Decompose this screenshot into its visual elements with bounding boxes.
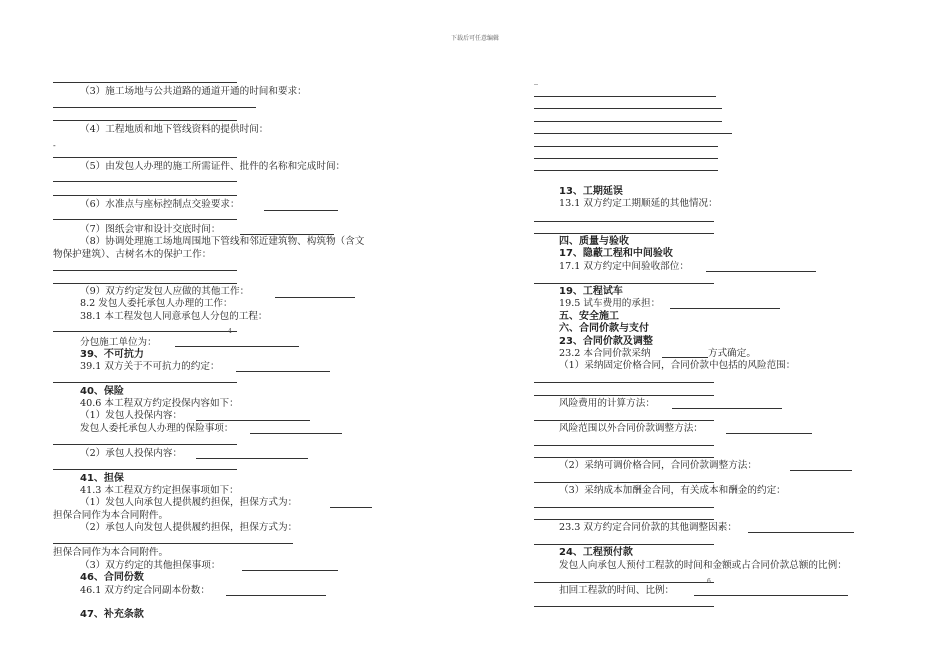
blank-line (534, 233, 714, 234)
blank-line (53, 107, 256, 108)
blank-line (534, 457, 714, 458)
blank-line (330, 507, 372, 508)
blank-line (534, 283, 714, 284)
blank-line (534, 108, 722, 109)
blank-line (53, 543, 293, 544)
text-line: （4）工程地质和地下管线资料的提供时间： (80, 124, 269, 135)
text-line: 46.1 双方约定合同副本份数： (80, 585, 210, 596)
dash-mark: _ (534, 76, 538, 85)
text-line: （1）发包人向承包人提供履约担保，担保方式为： (80, 497, 298, 508)
blank-line (534, 445, 714, 446)
blank-line (534, 170, 718, 171)
blank-line (53, 469, 237, 470)
blank-line (196, 420, 310, 421)
section-heading: 六、合同价款与支付 (559, 323, 649, 334)
blank-line (53, 444, 237, 445)
blank-line (53, 157, 237, 158)
text-line: 39.1 双方关于不可抗力的约定： (80, 361, 220, 372)
blank-line (694, 595, 848, 596)
text-line: 发包人向承包人预付工程款的时间和金额或占合同价款总额的比例： (559, 560, 847, 571)
text-line: （8）协调处理施工场地周围地下管线和邻近建筑物、构筑物（含文 (80, 236, 365, 247)
blank-line (534, 606, 714, 607)
section-heading: 17、隐蔽工程和中间验收 (559, 248, 673, 259)
text-line: （3）双方约定的其他担保事项： (80, 560, 221, 571)
blank-line (534, 582, 714, 583)
blank-line (534, 482, 714, 483)
text-line: 分包施工单位为： (80, 337, 157, 348)
section-heading: 五、安全施工 (559, 311, 619, 322)
text-line: 40.6 本工程双方约定投保内容如下： (80, 398, 239, 409)
page-header: 下载后可任意编辑 (450, 35, 499, 42)
blank-line (726, 433, 812, 434)
blank-line (534, 221, 714, 222)
blank-line (670, 308, 780, 309)
blank-line (748, 532, 854, 533)
text-line: 发包人委托承包人办理的保险事项： (80, 423, 234, 434)
text-line: （2）承包人投保内容： (80, 448, 183, 459)
blank-line (196, 458, 308, 459)
blank-line (53, 270, 237, 271)
blank-line (226, 595, 326, 596)
text-line: （2）承包人向发包人提供履约担保，担保方式为： (80, 522, 298, 533)
blank-line (236, 371, 330, 372)
blank-line (53, 120, 237, 121)
text-line: 23.3 双方约定合同价款的其他调整因素： (559, 522, 737, 533)
text-line: （1）采纳固定价格合同，合同价款中包括的风险范围： (559, 360, 796, 371)
dash-mark: - (53, 141, 56, 150)
blank-line (53, 331, 237, 332)
blank-line (534, 519, 714, 520)
section-heading: 24、工程预付款 (559, 547, 633, 558)
blank-line (706, 271, 816, 272)
text-line: （6）水准点与座标控制点交验要求： (80, 199, 240, 210)
text-line: 担保合同作为本合同附件。 (53, 510, 169, 521)
text-line: 38.1 本工程发包人同意承包人分包的工程： (80, 311, 268, 322)
text-line: 19.5 试车费用的承担： (559, 298, 661, 309)
blank-line (275, 297, 355, 298)
blank-line (662, 357, 708, 358)
text-line: （5）由发包人办理的施工所需证件、批件的名称和完成时间： (80, 161, 346, 172)
blank-line (534, 146, 718, 147)
section-heading: 四、质量与验收 (559, 236, 629, 247)
page-number: 6 (707, 578, 711, 585)
blank-line (534, 395, 714, 396)
text-line: 扣回工程款的时间、比例： (559, 585, 675, 596)
blank-line (534, 420, 714, 421)
blank-line (175, 346, 299, 347)
text-line: 物保护建筑）、古树名木的保护工作： (53, 249, 212, 260)
text-line: 13.1 双方约定工期顺延的其他情况： (559, 198, 718, 209)
section-heading: 39、不可抗力 (80, 349, 144, 360)
blank-line (534, 544, 714, 545)
text-line: 担保合同作为本合同附件。 (53, 547, 169, 558)
blank-line (534, 507, 714, 508)
blank-line (250, 433, 342, 434)
text-line: （1）发包人投保内容： (80, 410, 183, 421)
section-heading: 19、工程试车 (559, 286, 623, 297)
blank-line (53, 195, 237, 196)
section-heading: 13、工期延误 (559, 186, 623, 197)
section-heading: 47、补充条款 (80, 609, 144, 620)
text-line: 方式确定。 (708, 348, 756, 359)
blank-line (534, 121, 722, 122)
blank-line (534, 158, 718, 159)
text-line: （7）图纸会审和设计交底时间： (80, 224, 221, 235)
blank-line (790, 470, 852, 471)
blank-line (534, 96, 716, 97)
section-heading: 40、保险 (80, 386, 124, 397)
blank-line (264, 210, 338, 211)
section-heading: 41、担保 (80, 473, 124, 484)
text-line: 17.1 双方约定中间验收部位： (559, 261, 689, 272)
blank-line (672, 408, 782, 409)
blank-line (53, 181, 237, 182)
text-line: 8.2 发包人委托承包人办理的工作： (80, 298, 233, 309)
blank-line (53, 283, 237, 284)
text-line: 23.2 本合同价款采纳 (559, 348, 651, 359)
blank-line (534, 382, 714, 383)
section-heading: 46、合同份数 (80, 572, 144, 583)
page-number: 4 (228, 328, 232, 335)
blank-line (240, 234, 334, 235)
section-heading: 23、合同价款及调整 (559, 336, 653, 347)
text-line: （3）采纳成本加酬金合同，有关成本和酬金的约定： (559, 485, 786, 496)
text-line: （3）施工场地与公共道路的通道开通的时间和要求： (80, 86, 307, 97)
blank-line (53, 219, 237, 220)
text-line: 风险范围以外合同价款调整方法： (559, 423, 703, 434)
text-line: （9）双方约定发包人应做的其他工作： (80, 286, 250, 297)
text-line: 风险费用的计算方法： (559, 398, 655, 409)
blank-line (242, 570, 338, 571)
blank-line (53, 82, 237, 83)
blank-line (534, 133, 732, 134)
text-line: （2）采纳可调价格合同，合同价款调整方法： (559, 460, 757, 471)
blank-line (53, 382, 237, 383)
text-line: 41.3 本工程双方约定担保事项如下： (80, 485, 239, 496)
